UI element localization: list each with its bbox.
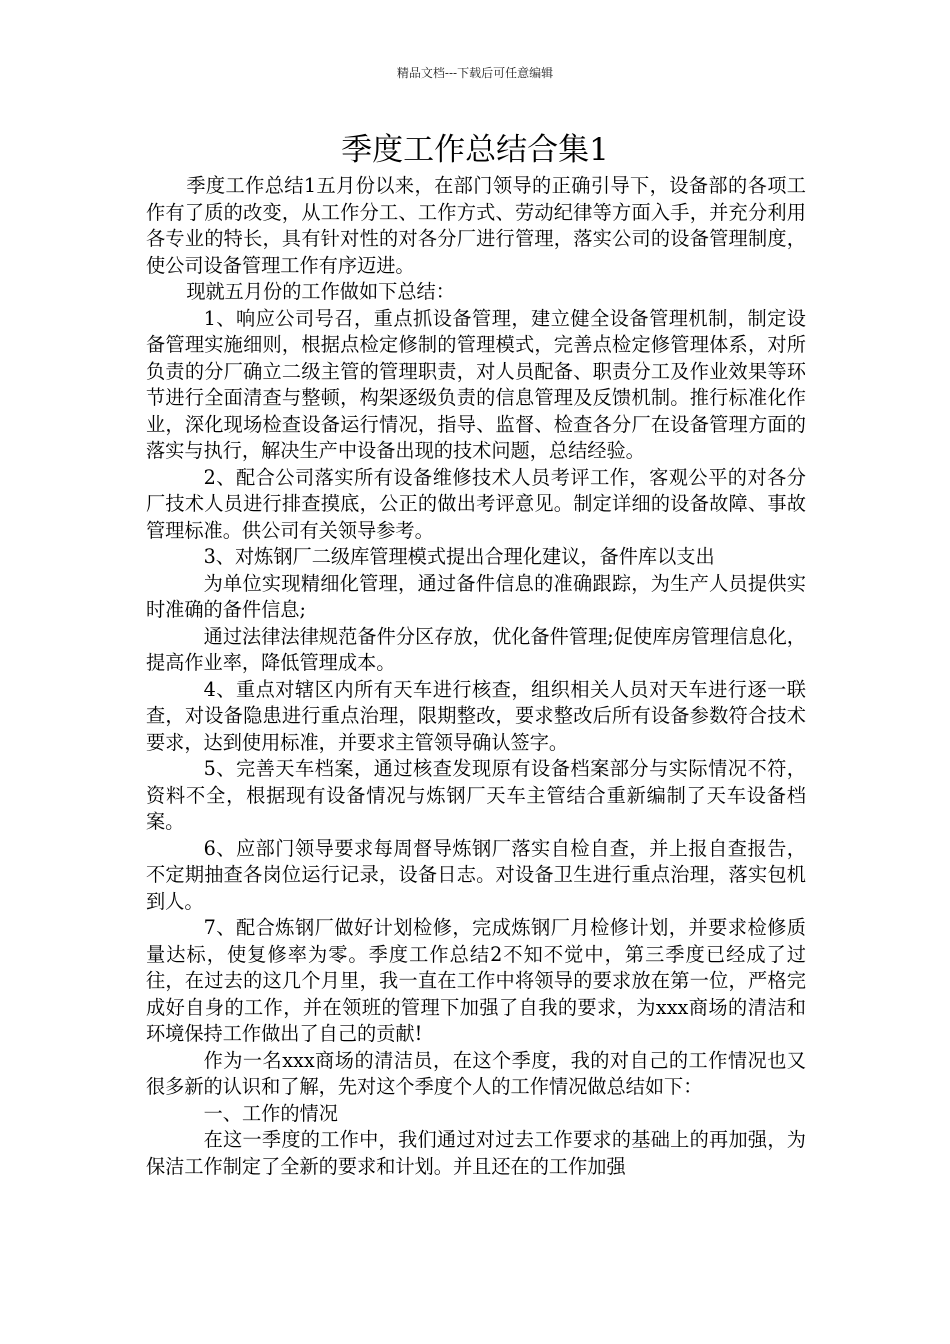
paragraph-5: 3、对炼钢厂二级库管理模式提出合理化建议，备件库以支出	[203, 545, 715, 568]
paragraph-6: 为单位实现精细化管理，通过备件信息的准确跟踪，为生产人员提供实时准确的备件信息;	[146, 571, 806, 621]
paragraph-1: 季度工作总结1五月份以来，在部门领导的正确引导下，设备部的各项工作有了质的改变，从工作分工、工作方式、劳动纪律等方面入手，并充分利用各专业的特长，具有针对性的对各分厂进行管理，落实公司的设备管理制度，使公司设备管理工作有序迈进。	[146, 174, 806, 277]
document-body	[146, 173, 806, 1180]
paragraph-7: 通过法律法律规范备件分区存放，优化备件管理;促使库房管理信息化，提高作业率，降低管理成本。	[146, 624, 806, 674]
paragraph-10: 6、应部门领导要求每周督导炼钢厂落实自检自查，并上报自查报告，不定期抽查各岗位运行记录，设备日志。对设备卫生进行重点治理，落实包机到人。	[146, 836, 806, 913]
header-note: 精品文档---下载后可任意编辑	[396, 66, 554, 80]
section-heading-1: 一、工作的情况	[203, 1101, 338, 1125]
document-title: 季度工作总结合集1	[341, 132, 609, 168]
paragraph-11: 7、配合炼钢厂做好计划检修，完成炼钢厂月检修计划，并要求检修质量达标，使复修率为零。季度工作总结2不知不觉中，第三季度已经成了过往，在过去的这几个月里，我一直在工作中将领导的要求放在第一位，严格完成好自身的工作，并在领班的管理下加强了自我的要求，为xxx商场的清洁和环境保持工作做出了自己的贡献!	[146, 916, 806, 1045]
paragraph-13: 在这一季度的工作中，我们通过对过去工作要求的基础上的再加强，为保洁工作制定了全新的要求和计划。并且还在的工作加强	[146, 1128, 806, 1178]
paragraph-4: 2、配合公司落实所有设备维修技术人员考评工作，客观公平的对各分厂技术人员进行排查摸底，公正的做出考评意见。制定详细的设备故障、事故管理标准。供公司有关领导参考。	[146, 465, 806, 542]
paragraph-2: 现就五月份的工作做如下总结：	[186, 280, 455, 303]
paragraph-3: 1、响应公司号召，重点抓设备管理，建立健全设备管理机制，制定设备管理实施细则，根据点检定修制的管理模式，完善点检定修管理体系，对所负责的分厂确立二级主管的管理职责，对人员配备、职责分工及作业效果等环节进行全面清查与整顿，构架逐级负责的信息管理及反馈机制。推行标准化作业，深化现场检查设备运行情况，指导、监督、检查各分厂在设备管理方面的落实与执行，解决生产中设备出现的技术问题，总结经验。	[146, 306, 806, 462]
paragraph-9: 5、完善天车档案，通过核查发现原有设备档案部分与实际情况不符，资料不全，根据现有设备情况与炼钢厂天车主管结合重新编制了天车设备档案。	[146, 757, 806, 833]
paragraph-12: 作为一名xxx商场的清洁员，在这个季度，我的对自己的工作情况也又很多新的认识和了解，先对这个季度个人的工作情况做总结如下：	[146, 1048, 806, 1098]
paragraph-8: 4、重点对辖区内所有天车进行核查，组织相关人员对天车进行逐一联查，对设备隐患进行重点治理，限期整改，要求整改后所有设备参数符合技术要求，达到使用标准，并要求主管领导确认签字。	[146, 677, 806, 754]
